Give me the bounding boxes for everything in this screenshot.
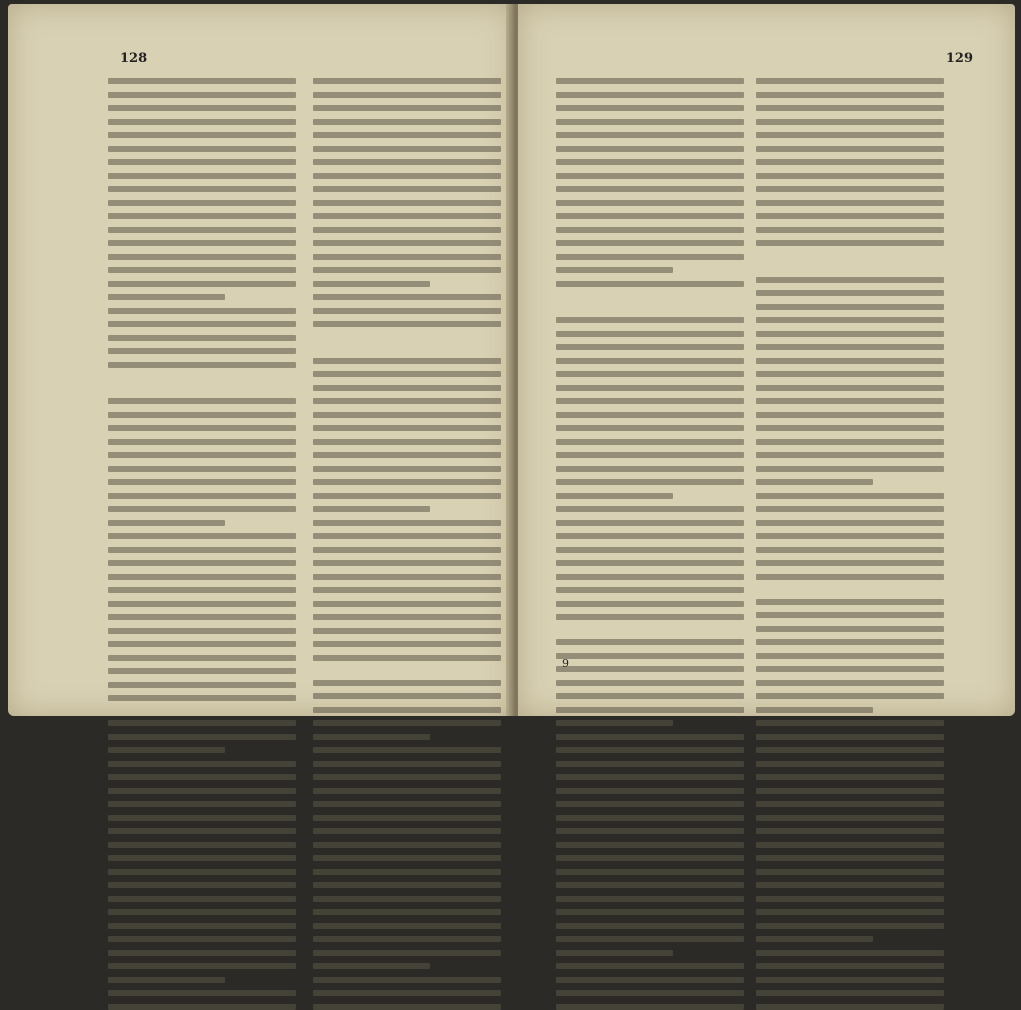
right-page-column-2 bbox=[756, 78, 944, 1010]
text-line-placeholder bbox=[108, 761, 296, 767]
text-line-placeholder bbox=[108, 506, 296, 512]
text-line-placeholder bbox=[313, 882, 501, 888]
text-line-placeholder bbox=[756, 855, 944, 861]
text-line-placeholder bbox=[756, 146, 944, 152]
text-line-placeholder bbox=[756, 119, 944, 125]
text-line-placeholder bbox=[756, 963, 944, 969]
text-line-placeholder bbox=[313, 254, 501, 260]
text-line-placeholder bbox=[108, 159, 296, 165]
text-line-placeholder bbox=[108, 855, 296, 861]
text-line-placeholder bbox=[556, 493, 673, 499]
text-line-placeholder bbox=[108, 132, 296, 138]
text-line-placeholder bbox=[556, 200, 744, 206]
text-line-placeholder bbox=[756, 788, 944, 794]
text-line-placeholder bbox=[313, 466, 501, 472]
text-line-placeholder bbox=[313, 146, 501, 152]
text-line-placeholder bbox=[556, 254, 744, 260]
text-line-placeholder bbox=[313, 734, 430, 740]
text-line-placeholder bbox=[556, 227, 744, 233]
text-line-placeholder bbox=[556, 963, 744, 969]
text-line-placeholder bbox=[756, 520, 944, 526]
text-line-placeholder bbox=[108, 936, 296, 942]
text-line-placeholder bbox=[756, 896, 944, 902]
text-line-placeholder bbox=[108, 963, 296, 969]
text-line-placeholder bbox=[556, 186, 744, 192]
text-line-placeholder bbox=[108, 387, 296, 391]
text-line-placeholder bbox=[313, 159, 501, 165]
text-line-placeholder bbox=[108, 909, 296, 915]
text-line-placeholder bbox=[756, 923, 944, 929]
text-line-placeholder bbox=[108, 950, 296, 956]
text-line-placeholder bbox=[756, 290, 944, 296]
text-line-placeholder bbox=[313, 574, 501, 580]
text-line-placeholder bbox=[756, 466, 944, 472]
text-line-placeholder bbox=[756, 882, 944, 888]
text-line-placeholder bbox=[108, 601, 296, 607]
text-line-placeholder bbox=[313, 281, 430, 287]
text-line-placeholder bbox=[108, 533, 296, 539]
text-line-placeholder bbox=[108, 560, 296, 566]
text-line-placeholder bbox=[756, 304, 944, 310]
text-line-placeholder bbox=[313, 761, 501, 767]
text-line-placeholder bbox=[313, 371, 501, 377]
text-line-placeholder bbox=[756, 493, 944, 499]
text-line-placeholder bbox=[313, 990, 501, 996]
text-line-placeholder bbox=[556, 815, 744, 821]
text-line-placeholder bbox=[756, 828, 944, 834]
text-line-placeholder bbox=[756, 626, 944, 632]
left-page-number: 128 bbox=[120, 51, 148, 66]
text-line-placeholder bbox=[556, 747, 744, 753]
text-line-placeholder bbox=[313, 173, 501, 179]
text-line-placeholder bbox=[313, 321, 501, 327]
text-line-placeholder bbox=[108, 398, 296, 404]
text-line-placeholder bbox=[108, 977, 225, 983]
text-line-placeholder bbox=[556, 693, 744, 699]
text-line-placeholder bbox=[756, 200, 944, 206]
text-line-placeholder bbox=[313, 346, 501, 350]
text-line-placeholder bbox=[313, 828, 501, 834]
text-line-placeholder bbox=[313, 560, 501, 566]
right-page-column-1 bbox=[556, 78, 744, 1010]
text-line-placeholder bbox=[556, 923, 744, 929]
text-line-placeholder bbox=[313, 774, 501, 780]
text-line-placeholder bbox=[313, 747, 501, 753]
text-line-placeholder bbox=[556, 574, 744, 580]
text-line-placeholder bbox=[756, 653, 944, 659]
text-line-placeholder bbox=[108, 923, 296, 929]
text-line-placeholder bbox=[108, 146, 296, 152]
text-line-placeholder bbox=[756, 547, 944, 553]
text-line-placeholder bbox=[556, 294, 744, 298]
text-line-placeholder bbox=[756, 425, 944, 431]
text-line-placeholder bbox=[556, 105, 744, 111]
text-line-placeholder bbox=[313, 385, 501, 391]
text-line-placeholder bbox=[756, 371, 944, 377]
text-line-placeholder bbox=[556, 587, 744, 593]
left-page-column-1 bbox=[108, 78, 296, 1010]
text-line-placeholder bbox=[756, 950, 944, 956]
text-line-placeholder bbox=[313, 240, 501, 246]
text-line-placeholder bbox=[313, 547, 501, 553]
right-page bbox=[518, 4, 1015, 716]
text-line-placeholder bbox=[756, 452, 944, 458]
text-line-placeholder bbox=[313, 842, 501, 848]
text-line-placeholder bbox=[108, 173, 296, 179]
text-line-placeholder bbox=[313, 587, 501, 593]
text-line-placeholder bbox=[556, 358, 744, 364]
text-line-placeholder bbox=[313, 186, 501, 192]
text-line-placeholder bbox=[313, 668, 501, 672]
text-line-placeholder bbox=[313, 909, 501, 915]
text-line-placeholder bbox=[556, 425, 744, 431]
text-line-placeholder bbox=[756, 385, 944, 391]
text-line-placeholder bbox=[756, 801, 944, 807]
text-line-placeholder bbox=[313, 452, 501, 458]
text-line-placeholder bbox=[756, 240, 944, 246]
text-line-placeholder bbox=[556, 159, 744, 165]
text-line-placeholder bbox=[108, 682, 296, 688]
text-line-placeholder bbox=[756, 186, 944, 192]
text-line-placeholder bbox=[756, 277, 944, 283]
text-line-placeholder bbox=[556, 666, 744, 672]
left-page-column-2 bbox=[313, 78, 501, 1010]
text-line-placeholder bbox=[756, 213, 944, 219]
text-line-placeholder bbox=[313, 227, 501, 233]
text-line-placeholder bbox=[108, 105, 296, 111]
text-line-placeholder bbox=[556, 614, 744, 620]
text-line-placeholder bbox=[756, 533, 944, 539]
text-line-placeholder bbox=[756, 574, 944, 580]
text-line-placeholder bbox=[108, 348, 296, 354]
text-line-placeholder bbox=[313, 506, 430, 512]
text-line-placeholder bbox=[756, 720, 944, 726]
text-line-placeholder bbox=[313, 707, 501, 713]
text-line-placeholder bbox=[313, 855, 501, 861]
right-page-number: 129 bbox=[945, 51, 973, 66]
text-line-placeholder bbox=[313, 693, 501, 699]
text-line-placeholder bbox=[108, 896, 296, 902]
text-line-placeholder bbox=[556, 385, 744, 391]
text-line-placeholder bbox=[556, 466, 744, 472]
text-line-placeholder bbox=[556, 173, 744, 179]
text-line-placeholder bbox=[556, 680, 744, 686]
text-line-placeholder bbox=[756, 560, 944, 566]
text-line-placeholder bbox=[756, 398, 944, 404]
text-line-placeholder bbox=[556, 560, 744, 566]
text-line-placeholder bbox=[756, 506, 944, 512]
text-line-placeholder bbox=[556, 628, 744, 632]
text-line-placeholder bbox=[756, 132, 944, 138]
text-line-placeholder bbox=[556, 601, 744, 607]
text-line-placeholder bbox=[108, 815, 296, 821]
text-line-placeholder bbox=[556, 1004, 744, 1010]
text-line-placeholder bbox=[756, 774, 944, 780]
text-line-placeholder bbox=[313, 977, 501, 983]
text-line-placeholder bbox=[756, 815, 944, 821]
text-line-placeholder bbox=[756, 78, 944, 84]
text-line-placeholder bbox=[108, 734, 296, 740]
text-line-placeholder bbox=[108, 294, 225, 300]
text-line-placeholder bbox=[556, 882, 744, 888]
text-line-placeholder bbox=[556, 774, 744, 780]
text-line-placeholder bbox=[108, 720, 296, 726]
text-line-placeholder bbox=[108, 335, 296, 341]
text-line-placeholder bbox=[108, 990, 296, 996]
text-line-placeholder bbox=[108, 92, 296, 98]
text-line-placeholder bbox=[313, 641, 501, 647]
text-line-placeholder bbox=[313, 105, 501, 111]
text-line-placeholder bbox=[556, 331, 744, 337]
text-line-placeholder bbox=[108, 709, 296, 713]
text-line-placeholder bbox=[313, 923, 501, 929]
text-line-placeholder bbox=[756, 105, 944, 111]
text-line-placeholder bbox=[313, 308, 501, 314]
text-line-placeholder bbox=[756, 977, 944, 983]
text-line-placeholder bbox=[108, 695, 296, 701]
text-line-placeholder bbox=[313, 801, 501, 807]
text-line-placeholder bbox=[556, 479, 744, 485]
text-line-placeholder bbox=[756, 317, 944, 323]
text-line-placeholder bbox=[108, 213, 296, 219]
text-line-placeholder bbox=[556, 240, 744, 246]
text-line-placeholder bbox=[108, 869, 296, 875]
text-line-placeholder bbox=[556, 92, 744, 98]
text-line-placeholder bbox=[108, 78, 296, 84]
text-line-placeholder bbox=[313, 720, 501, 726]
text-line-placeholder bbox=[756, 707, 873, 713]
text-line-placeholder bbox=[756, 265, 944, 269]
text-line-placeholder bbox=[108, 547, 296, 553]
text-line-placeholder bbox=[108, 882, 296, 888]
text-line-placeholder bbox=[556, 506, 744, 512]
text-line-placeholder bbox=[313, 788, 501, 794]
text-line-placeholder bbox=[108, 774, 296, 780]
text-line-placeholder bbox=[756, 842, 944, 848]
text-line-placeholder bbox=[556, 855, 744, 861]
text-line-placeholder bbox=[756, 173, 944, 179]
text-line-placeholder bbox=[756, 599, 944, 605]
text-line-placeholder bbox=[108, 412, 296, 418]
text-line-placeholder bbox=[313, 213, 501, 219]
text-line-placeholder bbox=[756, 761, 944, 767]
text-line-placeholder bbox=[313, 628, 501, 634]
text-line-placeholder bbox=[108, 227, 296, 233]
text-line-placeholder bbox=[556, 869, 744, 875]
text-line-placeholder bbox=[756, 227, 944, 233]
text-line-placeholder bbox=[556, 842, 744, 848]
text-line-placeholder bbox=[313, 869, 501, 875]
text-line-placeholder bbox=[108, 747, 225, 753]
text-line-placeholder bbox=[756, 990, 944, 996]
text-line-placeholder bbox=[108, 281, 296, 287]
text-line-placeholder bbox=[556, 119, 744, 125]
text-line-placeholder bbox=[108, 362, 296, 368]
text-line-placeholder bbox=[556, 720, 673, 726]
text-line-placeholder bbox=[108, 425, 296, 431]
text-line-placeholder bbox=[756, 344, 944, 350]
text-line-placeholder bbox=[313, 335, 501, 339]
text-line-placeholder bbox=[556, 788, 744, 794]
text-line-placeholder bbox=[556, 936, 744, 942]
text-line-placeholder bbox=[556, 281, 744, 287]
text-line-placeholder bbox=[556, 533, 744, 539]
text-line-placeholder bbox=[756, 680, 944, 686]
text-line-placeholder bbox=[756, 936, 873, 942]
text-line-placeholder bbox=[556, 452, 744, 458]
text-line-placeholder bbox=[556, 520, 744, 526]
text-line-placeholder bbox=[556, 909, 744, 915]
text-line-placeholder bbox=[313, 1004, 501, 1010]
text-line-placeholder bbox=[108, 186, 296, 192]
text-line-placeholder bbox=[313, 601, 501, 607]
text-line-placeholder bbox=[108, 254, 296, 260]
text-line-placeholder bbox=[313, 520, 501, 526]
text-line-placeholder bbox=[756, 639, 944, 645]
text-line-placeholder bbox=[313, 533, 501, 539]
text-line-placeholder bbox=[756, 612, 944, 618]
text-line-placeholder bbox=[556, 78, 744, 84]
text-line-placeholder bbox=[556, 306, 744, 310]
text-line-placeholder bbox=[108, 641, 296, 647]
text-line-placeholder bbox=[108, 439, 296, 445]
text-line-placeholder bbox=[313, 963, 430, 969]
text-line-placeholder bbox=[556, 707, 744, 713]
text-line-placeholder bbox=[756, 358, 944, 364]
text-line-placeholder bbox=[313, 950, 501, 956]
text-line-placeholder bbox=[756, 734, 944, 740]
text-line-placeholder bbox=[556, 896, 744, 902]
text-line-placeholder bbox=[108, 828, 296, 834]
text-line-placeholder bbox=[756, 747, 944, 753]
text-line-placeholder bbox=[108, 655, 296, 661]
text-line-placeholder bbox=[556, 639, 744, 645]
text-line-placeholder bbox=[108, 1004, 296, 1010]
text-line-placeholder bbox=[556, 977, 744, 983]
text-line-placeholder bbox=[108, 628, 296, 634]
text-line-placeholder bbox=[108, 842, 296, 848]
text-line-placeholder bbox=[108, 466, 296, 472]
text-line-placeholder bbox=[556, 950, 673, 956]
text-line-placeholder bbox=[556, 146, 744, 152]
text-line-placeholder bbox=[313, 398, 501, 404]
text-line-placeholder bbox=[756, 331, 944, 337]
text-line-placeholder bbox=[313, 479, 501, 485]
text-line-placeholder bbox=[313, 92, 501, 98]
text-line-placeholder bbox=[556, 734, 744, 740]
text-line-placeholder bbox=[556, 317, 744, 323]
text-line-placeholder bbox=[313, 896, 501, 902]
text-line-placeholder bbox=[556, 828, 744, 834]
text-line-placeholder bbox=[756, 869, 944, 875]
text-line-placeholder bbox=[108, 321, 296, 327]
text-line-placeholder bbox=[108, 668, 296, 674]
left-page bbox=[8, 4, 514, 716]
text-line-placeholder bbox=[313, 132, 501, 138]
text-line-placeholder bbox=[313, 267, 501, 273]
text-line-placeholder bbox=[313, 655, 501, 661]
text-line-placeholder bbox=[108, 587, 296, 593]
text-line-placeholder bbox=[108, 493, 296, 499]
text-line-placeholder bbox=[108, 308, 296, 314]
text-line-placeholder bbox=[756, 1004, 944, 1010]
text-line-placeholder bbox=[108, 375, 296, 379]
text-line-placeholder bbox=[756, 666, 944, 672]
text-line-placeholder bbox=[313, 936, 501, 942]
text-line-placeholder bbox=[313, 680, 501, 686]
text-line-placeholder bbox=[313, 294, 501, 300]
text-line-placeholder bbox=[556, 267, 673, 273]
text-line-placeholder bbox=[313, 425, 501, 431]
text-line-placeholder bbox=[756, 412, 944, 418]
text-line-placeholder bbox=[556, 132, 744, 138]
text-line-placeholder bbox=[108, 801, 296, 807]
text-line-placeholder bbox=[556, 344, 744, 350]
text-line-placeholder bbox=[556, 653, 744, 659]
text-line-placeholder bbox=[756, 92, 944, 98]
text-line-placeholder bbox=[108, 267, 296, 273]
text-line-placeholder bbox=[108, 520, 225, 526]
text-line-placeholder bbox=[556, 398, 744, 404]
text-line-placeholder bbox=[313, 200, 501, 206]
text-line-placeholder bbox=[108, 788, 296, 794]
text-line-placeholder bbox=[313, 493, 501, 499]
text-line-placeholder bbox=[108, 574, 296, 580]
text-line-placeholder bbox=[108, 240, 296, 246]
text-line-placeholder bbox=[756, 439, 944, 445]
text-line-placeholder bbox=[108, 479, 296, 485]
text-line-placeholder bbox=[313, 815, 501, 821]
text-line-placeholder bbox=[108, 119, 296, 125]
text-line-placeholder bbox=[556, 801, 744, 807]
text-line-placeholder bbox=[556, 213, 744, 219]
text-line-placeholder bbox=[313, 412, 501, 418]
text-line-placeholder bbox=[108, 452, 296, 458]
text-line-placeholder bbox=[756, 693, 944, 699]
text-line-placeholder bbox=[313, 119, 501, 125]
text-line-placeholder bbox=[313, 78, 501, 84]
text-line-placeholder bbox=[556, 412, 744, 418]
signature-number: 9 bbox=[562, 657, 569, 670]
text-line-placeholder bbox=[756, 587, 944, 591]
text-line-placeholder bbox=[756, 479, 873, 485]
text-line-placeholder bbox=[756, 159, 944, 165]
text-line-placeholder bbox=[756, 909, 944, 915]
text-line-placeholder bbox=[556, 547, 744, 553]
text-line-placeholder bbox=[556, 371, 744, 377]
text-line-placeholder bbox=[556, 439, 744, 445]
text-line-placeholder bbox=[556, 990, 744, 996]
text-line-placeholder bbox=[313, 439, 501, 445]
text-line-placeholder bbox=[108, 200, 296, 206]
text-line-placeholder bbox=[313, 614, 501, 620]
text-line-placeholder bbox=[108, 614, 296, 620]
text-line-placeholder bbox=[556, 761, 744, 767]
text-line-placeholder bbox=[756, 254, 944, 258]
text-line-placeholder bbox=[313, 358, 501, 364]
